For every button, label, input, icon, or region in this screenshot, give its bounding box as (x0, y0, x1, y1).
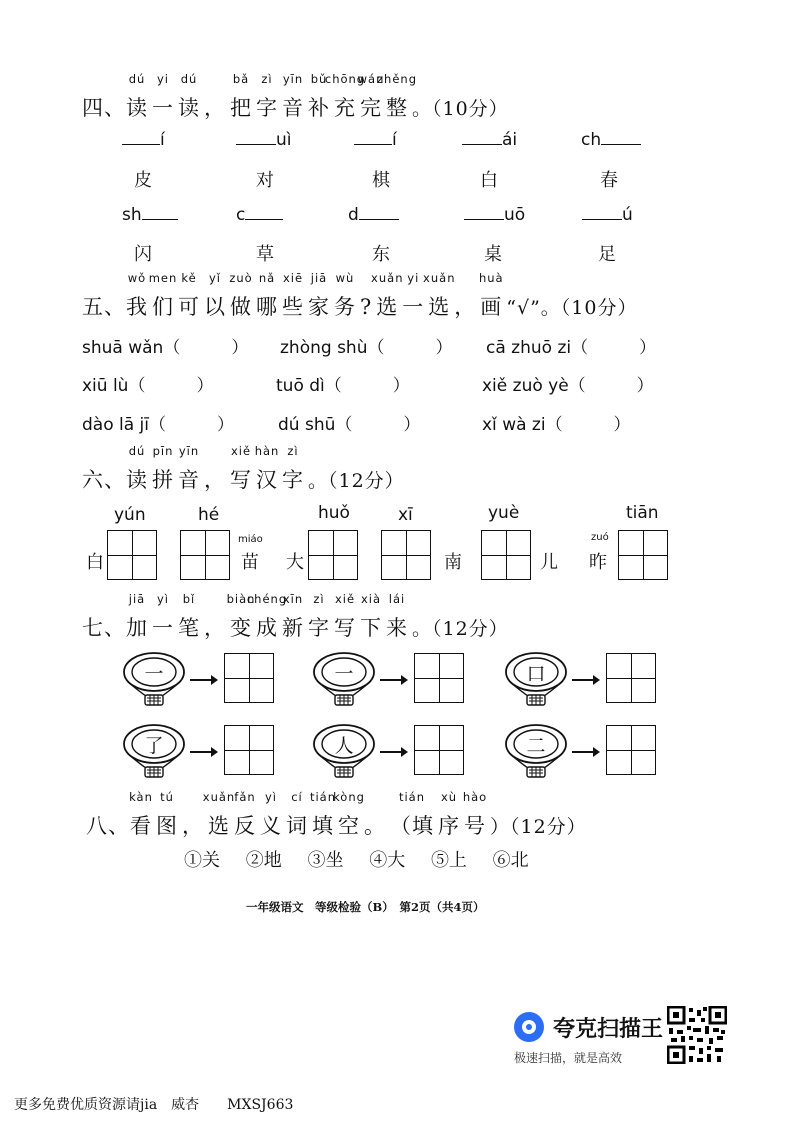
title-char: 反 fǎn (234, 790, 256, 838)
title-char: 号 hào (462, 790, 488, 838)
title-char: 加 jiā (126, 592, 148, 640)
q6-char: 南 (444, 552, 462, 573)
title-char-pinyin: dú (180, 72, 198, 86)
q7-title (82, 592, 509, 642)
balloon-char: 人 (334, 735, 354, 757)
title-char: 们 men (148, 271, 178, 319)
q4-score: 。（10分） (412, 98, 509, 120)
title-char: 拼 pīn (152, 444, 174, 492)
title-char-pinyin: yì (156, 592, 170, 606)
page-footer: 一年级语文 等级检验（B） 第2页（共4页） (246, 900, 485, 914)
title-char-pinyin: hàn (254, 444, 280, 458)
title-char-pinyin: lái (388, 592, 406, 606)
title-char-pinyin: wán (357, 72, 385, 86)
title-char: ， (454, 295, 477, 319)
title-char-pinyin: zì (261, 72, 273, 86)
q4-blank-3[interactable]: í (354, 130, 397, 150)
q6-char: 儿 (540, 552, 558, 573)
title-char: 图 tú (156, 790, 178, 838)
title-char: ? (360, 295, 373, 319)
title-char-pinyin: yīn (178, 444, 200, 458)
hot-air-balloon-icon (122, 652, 186, 704)
q5-score: “√”。（10分） (506, 297, 638, 319)
title-char: 笔 bǐ (178, 592, 200, 640)
q5-item[interactable]: zhòng shù（ ） (280, 338, 453, 358)
arrow-right-icon (190, 751, 216, 753)
q5-item[interactable]: shuā wǎn（ ） (82, 338, 249, 358)
q6-title (82, 444, 405, 494)
title-char: 音 yīn (178, 444, 200, 492)
title-char-pinyin: tián (398, 790, 426, 804)
title-char-pinyin: zì (313, 592, 325, 606)
title-char: 汉 hàn (254, 444, 280, 492)
title-char-pinyin: jiā (310, 271, 328, 285)
q6-char: 苗 (241, 552, 259, 573)
title-char: 成 chéng (246, 592, 288, 640)
q6-writing-grid[interactable] (107, 530, 157, 580)
title-char-pinyin: tián (309, 790, 337, 804)
title-char: 哪 nǎ (256, 271, 278, 319)
qr-code-icon (667, 1006, 727, 1064)
q5-item[interactable]: xiū lù（ ） (82, 376, 214, 396)
title-char: 变 biàn (226, 592, 256, 640)
bottom-note: 更多免费优质资源请jia 威杏 MXSJ663 (14, 1097, 294, 1113)
title-char: 可 kě (178, 271, 200, 319)
q7-writing-grid[interactable] (606, 725, 656, 775)
title-char: 填 tián (309, 790, 337, 838)
title-char-pinyin: kàn (129, 790, 153, 804)
q4-blank-2[interactable]: uì (236, 130, 292, 150)
title-char: ， (182, 814, 204, 838)
title-char-pinyin: xiē (282, 271, 304, 285)
q6-writing-grid[interactable] (308, 530, 358, 580)
title-char: 序 xù (438, 790, 460, 838)
title-char: 词 cí (286, 790, 308, 838)
q4-char: 桌 (484, 244, 502, 265)
balloon-char: 口 (526, 663, 546, 685)
q4-blank-10[interactable]: ú (582, 205, 633, 225)
q4-blank-5[interactable]: ch (581, 130, 641, 150)
title-char: 读 dú (126, 444, 148, 492)
q4-title (82, 72, 509, 122)
title-char-pinyin: chéng (246, 592, 288, 606)
q8-option: ⑤上 (430, 850, 467, 871)
title-char-pinyin: yì (264, 790, 278, 804)
q7-writing-grid[interactable] (606, 653, 656, 703)
title-char-pinyin: hào (462, 790, 488, 804)
title-char: 把 bǎ (230, 72, 252, 120)
title-char: 补 bǔ (308, 72, 330, 120)
title-char-pinyin: zhěng (377, 72, 417, 86)
q4-num: 四、 (82, 96, 126, 120)
title-char-pinyin: kòng (333, 790, 365, 804)
q6-pinyin: xī (398, 505, 413, 525)
q5-item[interactable]: xiě zuò yè（ ） (482, 376, 654, 396)
scanner-brand: 夸克扫描王 (553, 1017, 664, 1042)
title-char-pinyin: zuò (229, 271, 253, 285)
q7-writing-grid[interactable] (414, 725, 464, 775)
title-char: 写 xiě (334, 592, 356, 640)
arrow-right-icon (572, 679, 598, 681)
title-char: 一 yi (152, 72, 174, 120)
q4-char: 白 (480, 170, 498, 191)
q4-blank-8[interactable]: d (348, 205, 399, 225)
title-char: （填 tián (390, 790, 434, 838)
q7-score: 。（12分） (412, 618, 509, 640)
title-char-pinyin: nǎ (258, 271, 276, 285)
title-char-pinyin: xuǎn (202, 790, 236, 804)
q4-char: 东 (372, 244, 390, 265)
title-char-pinyin: xīn (282, 592, 304, 606)
title-char: 字 zì (308, 592, 330, 640)
title-char-pinyin: tú (160, 790, 174, 804)
title-char-pinyin: cí (291, 790, 303, 804)
q6-writing-grid[interactable] (381, 530, 431, 580)
q6-char-pinyin: zuó (591, 532, 609, 543)
arrow-right-icon (572, 751, 598, 753)
title-char-pinyin: yi (156, 72, 170, 86)
q8-option: ④大 (369, 850, 406, 871)
title-char-pinyin: yǐ (208, 271, 222, 285)
title-char: 选 xuǎn (202, 790, 236, 838)
title-char: 充 chōng (324, 72, 366, 120)
q6-char-pinyin: miáo (238, 534, 263, 545)
title-char-pinyin: chōng (324, 72, 366, 86)
title-char-pinyin: zì (287, 444, 299, 458)
q6-pinyin: yuè (488, 503, 520, 523)
title-char-pinyin: men (148, 271, 178, 285)
arrow-right-icon (380, 751, 406, 753)
title-char: 看 kàn (129, 790, 153, 838)
title-char-pinyin: xù (440, 790, 458, 804)
q7-writing-grid[interactable] (224, 653, 274, 703)
title-char-pinyin: dú (128, 444, 146, 458)
q5-item[interactable]: cā zhuō zi（ ） (486, 338, 657, 358)
arrow-right-icon (190, 679, 216, 681)
title-char: 些 xiē (282, 271, 304, 319)
title-char-pinyin: pīn (152, 444, 174, 458)
q6-pinyin: huǒ (318, 503, 350, 523)
title-char-pinyin: jiā (128, 592, 146, 606)
title-char-pinyin: xuǎn (423, 271, 456, 285)
title-char: 家 jiā (308, 271, 330, 319)
title-char: 。 (364, 814, 386, 838)
q4-char: 闪 (134, 244, 152, 265)
title-char: 一 yi (402, 271, 425, 319)
q7-writing-grid[interactable] (414, 653, 464, 703)
title-char: 音 yīn (282, 72, 304, 120)
q8-title (86, 790, 587, 840)
q4-char: 对 (256, 170, 274, 191)
q8-option: ②地 (245, 850, 282, 871)
title-char: 字 zì (256, 72, 278, 120)
q6-char: 大 (286, 552, 304, 573)
arrow-right-icon (380, 679, 406, 681)
title-char: 选 xuǎn (371, 271, 404, 319)
balloon-char: 一 (334, 663, 354, 685)
title-char-pinyin: wù (335, 271, 355, 285)
title-char-pinyin: huà (478, 271, 504, 285)
q4-char: 草 (256, 244, 274, 265)
title-char: 新 xīn (282, 592, 304, 640)
q8-option: ①关 (184, 850, 220, 871)
q4-char: 棋 (372, 170, 390, 191)
title-char-pinyin: xià (360, 592, 382, 606)
title-char: 字 zì (282, 444, 304, 492)
title-char: 完 wán (357, 72, 385, 120)
title-char: ， (204, 96, 226, 120)
q4-char: 足 (598, 244, 616, 265)
q4-blank-7[interactable]: c (236, 205, 283, 225)
q8-option: ⑥北 (492, 850, 529, 871)
q8-score: ）（12分） (490, 816, 587, 838)
q5-title (82, 271, 638, 321)
title-char: 读 dú (178, 72, 200, 120)
q8-options (184, 846, 529, 872)
q4-char: 春 (600, 170, 618, 191)
balloon-char: 二 (526, 735, 546, 757)
title-char: 一 yì (152, 592, 174, 640)
title-char-pinyin: xiě (334, 592, 356, 606)
hot-air-balloon-icon (504, 652, 568, 704)
title-char: 选 xuǎn (423, 271, 456, 319)
q6-writing-grid[interactable] (180, 530, 230, 580)
q4-blank-1[interactable]: í (122, 130, 165, 150)
hot-air-balloon-icon (122, 724, 186, 776)
title-char-pinyin: dú (128, 72, 146, 86)
title-char-pinyin: bǎ (232, 72, 250, 86)
q7-num: 七、 (82, 616, 126, 640)
title-char: 空 kòng (333, 790, 365, 838)
balloon-char: 了 (144, 735, 164, 757)
title-char-pinyin: kě (181, 271, 197, 285)
q5-num: 五、 (82, 295, 126, 319)
title-char: 做 zuò (229, 271, 253, 319)
q6-score: 。（12分） (308, 470, 405, 492)
title-char: 义 yì (260, 790, 282, 838)
q5-item[interactable]: dào lā jī（ ） (82, 415, 235, 435)
title-char: 来 lái (386, 592, 408, 640)
title-char: 我 wǒ (126, 271, 148, 319)
title-char-pinyin: bǔ (310, 72, 328, 86)
q5-item[interactable]: dú shū（ ） (278, 415, 421, 435)
title-char: 以 yǐ (204, 271, 226, 319)
title-char: 写 xiě (230, 444, 252, 492)
title-char: 读 dú (126, 72, 148, 120)
q4-blank-4[interactable]: ái (462, 130, 517, 150)
q7-writing-grid[interactable] (224, 725, 274, 775)
hot-air-balloon-icon (312, 652, 376, 704)
title-char: 画 huà (478, 271, 504, 319)
q6-pinyin: tiān (626, 503, 659, 523)
scanner-logo-icon (514, 1012, 544, 1042)
q8-num: 八、 (86, 814, 130, 838)
scanner-slogan: 极速扫描，就是高效 (514, 1051, 623, 1065)
q4-blank-6[interactable]: sh (122, 205, 178, 225)
q6-pinyin: hé (198, 505, 220, 525)
balloon-char: 一 (144, 663, 164, 685)
title-char-pinyin: biàn (226, 592, 256, 606)
title-char-pinyin: xiě (230, 444, 252, 458)
q6-writing-grid[interactable] (481, 530, 531, 580)
title-char-pinyin: bǐ (182, 592, 196, 606)
title-char-pinyin: xuǎn (371, 271, 404, 285)
title-char-pinyin: fǎn (234, 790, 256, 804)
q5-item[interactable]: xǐ wà zi（ ） (482, 415, 631, 435)
q4-char: 皮 (134, 170, 152, 191)
q8-option: ③坐 (307, 850, 344, 871)
q6-pinyin: yún (114, 505, 146, 525)
q6-num: 六、 (82, 468, 126, 492)
title-char: ， (204, 616, 226, 640)
q6-char: 白 (86, 552, 104, 573)
title-char-pinyin: yīn (282, 72, 304, 86)
title-char: 务 wù (334, 271, 356, 319)
hot-air-balloon-icon (312, 724, 376, 776)
title-char: 下 xià (360, 592, 382, 640)
q6-char: 昨 (589, 552, 607, 573)
title-char: 整 zhěng (377, 72, 417, 120)
q6-writing-grid[interactable] (618, 530, 668, 580)
title-char-pinyin: yi (407, 271, 420, 285)
q4-blank-9[interactable]: uō (464, 205, 525, 225)
title-char: ， (204, 468, 226, 492)
title-char-pinyin: wǒ (127, 271, 147, 285)
hot-air-balloon-icon (504, 724, 568, 776)
q5-item[interactable]: tuō dì（ ） (276, 376, 410, 396)
